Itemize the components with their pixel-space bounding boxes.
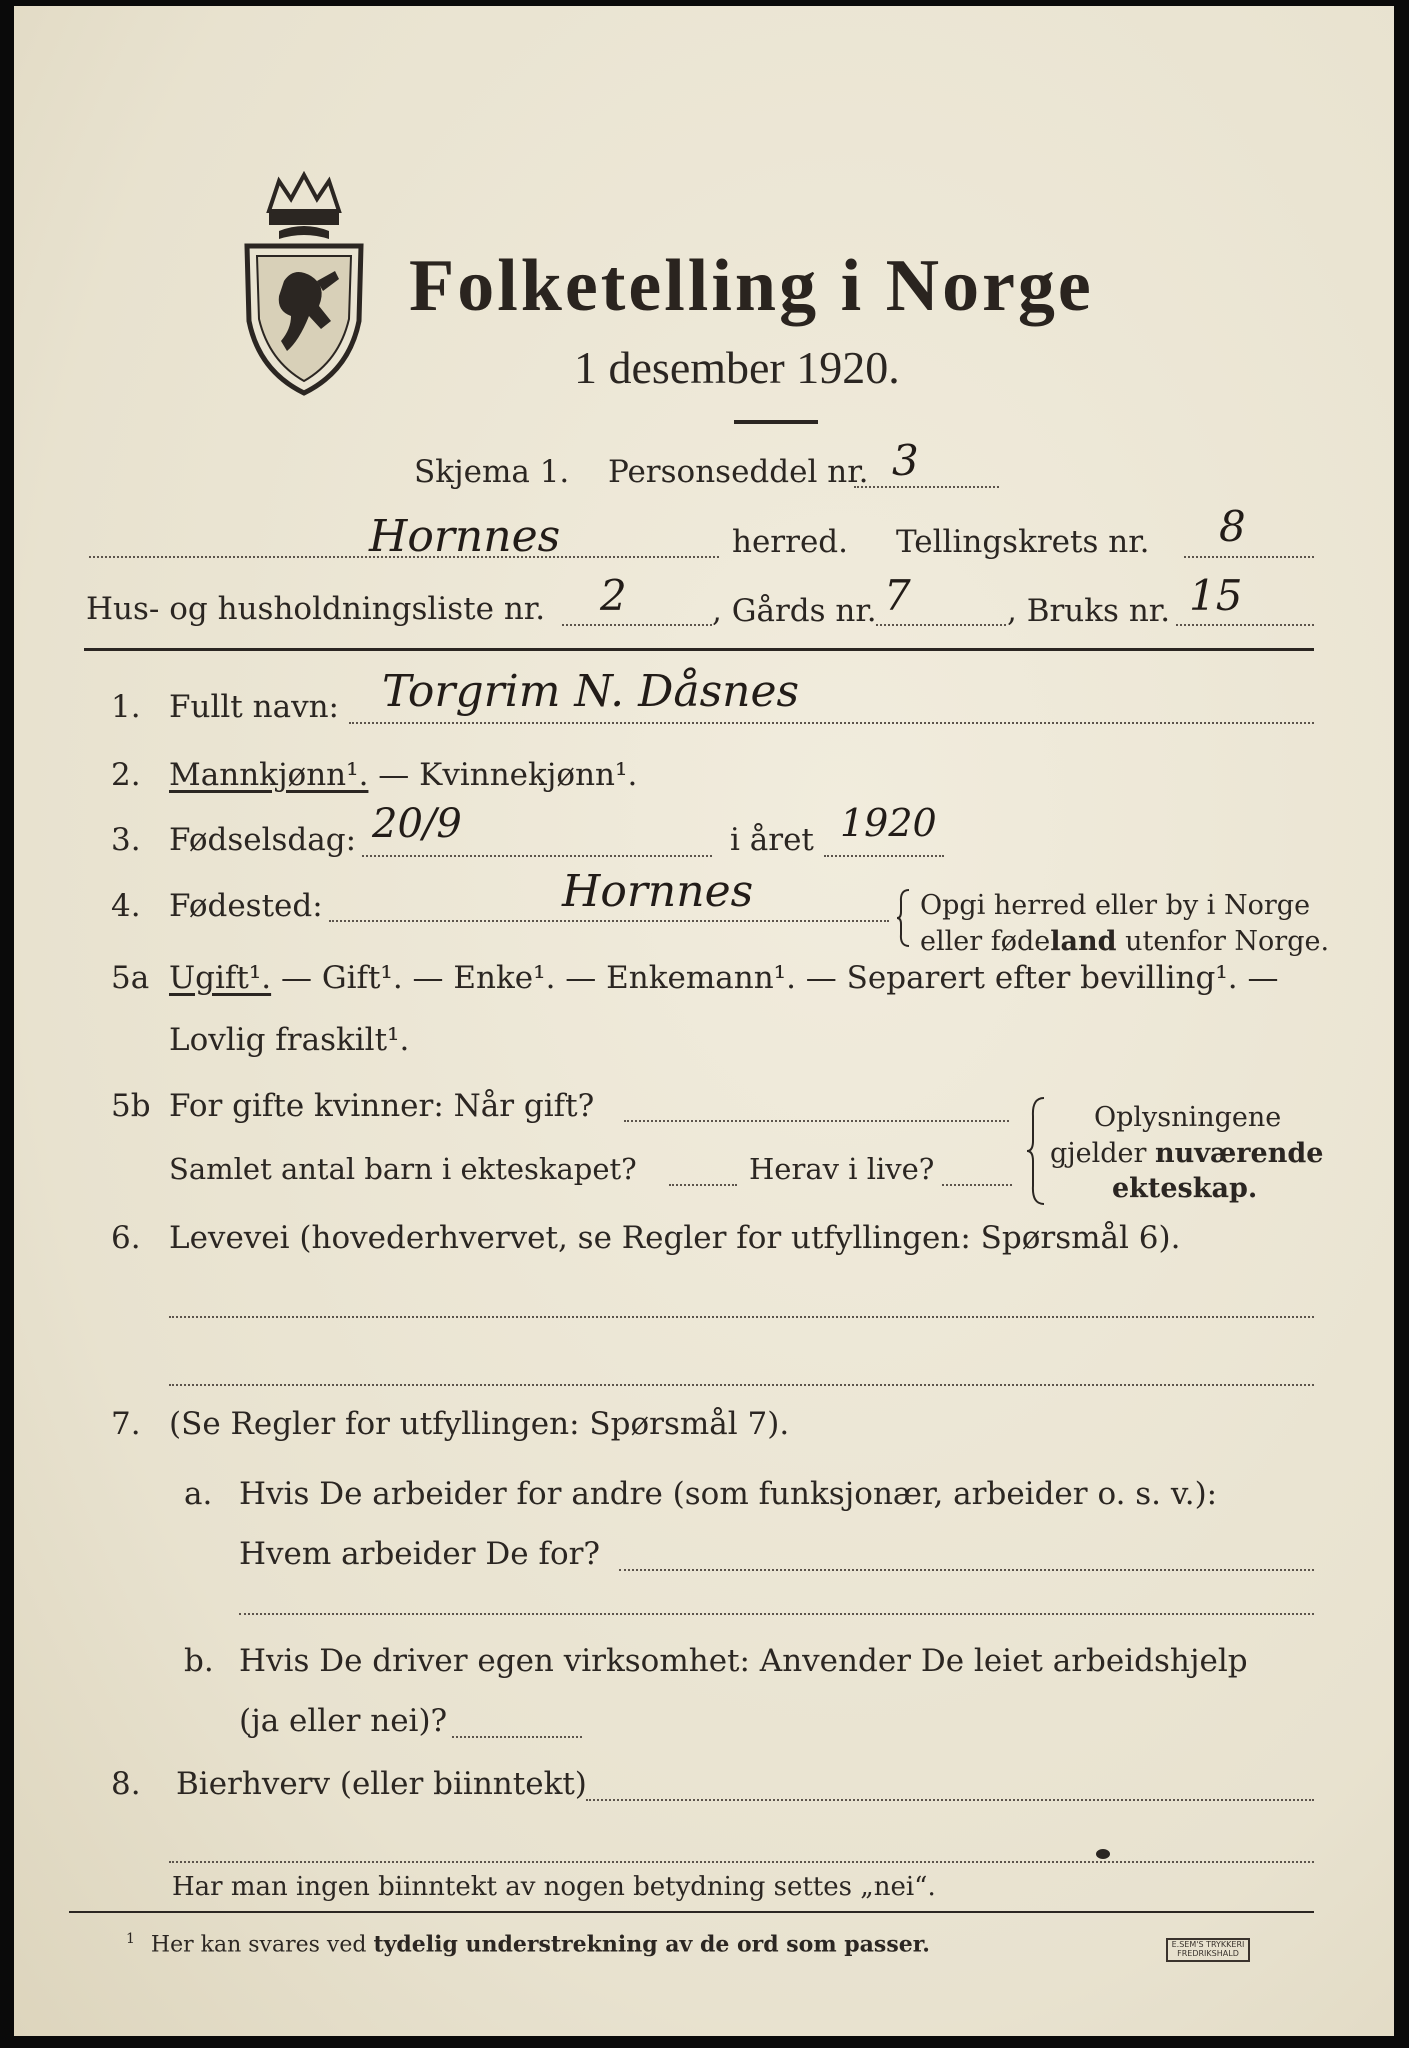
ink-blot-icon xyxy=(1096,1849,1110,1859)
q6-number: 6. xyxy=(111,1220,141,1256)
form-title: Folketelling i Norge xyxy=(409,245,1094,327)
q8-number: 8. xyxy=(111,1766,141,1802)
q4-note-line1: Opgi herred eller by i Norge xyxy=(920,890,1311,921)
herred-label: herred. xyxy=(732,524,848,560)
q8-line2 xyxy=(169,1861,1314,1863)
q7b-line xyxy=(452,1736,582,1738)
q6-line1 xyxy=(169,1316,1314,1318)
q8-label: Bierhverv (eller biinntekt) xyxy=(176,1766,587,1802)
q5b-line2 xyxy=(669,1184,737,1186)
census-form-sheet xyxy=(14,6,1394,2036)
q5b-note1: Oplysningene xyxy=(1094,1102,1282,1133)
q7a-text: Hvis De arbeider for andre (som funksjonær, arbeider o. s. v.): xyxy=(239,1476,1218,1512)
q2-separator: — xyxy=(368,757,420,793)
q3-year-label: i året xyxy=(730,822,814,858)
q7-number: 7. xyxy=(111,1406,141,1442)
q4-brace-icon xyxy=(896,888,912,948)
census-date: 1 desember 1920. xyxy=(574,342,900,393)
footnote xyxy=(126,1931,930,1957)
q2-kvinne-option: Kvinnekjønn¹. xyxy=(419,757,638,793)
hus-value: 2 xyxy=(600,571,627,620)
hus-label: Hus- og husholdningsliste nr. xyxy=(86,591,546,627)
q7-label: (Se Regler for utfyllingen: Spørsmål 7). xyxy=(169,1406,790,1442)
q7b-text: Hvis De driver egen virksomhet: Anvender De leiet arbeidshjelp xyxy=(239,1643,1248,1679)
q3-value: 20/9 xyxy=(372,801,462,847)
q3-year-line xyxy=(824,855,944,857)
q4-note-bold: land xyxy=(1050,926,1117,957)
printer-stamp: E.SEM'S TRYKKERI FREDRIKSHALD xyxy=(1166,1938,1250,1962)
q7a-line2 xyxy=(239,1613,1314,1615)
q2-mann-option: Mannkjønn¹. xyxy=(169,757,369,793)
q3-label: Fødselsdag: xyxy=(169,822,357,858)
hus-line xyxy=(562,624,712,626)
q5a-line2: Lovlig fraskilt¹. xyxy=(169,1022,410,1058)
q1-label: Fullt navn: xyxy=(169,689,339,725)
q5b-line3 xyxy=(942,1184,1012,1186)
q4-note-pre: eller føde xyxy=(920,926,1051,957)
q2-row xyxy=(169,757,637,793)
bruks-line xyxy=(1176,624,1314,626)
q5b-brace-icon xyxy=(1026,1096,1048,1206)
personseddel-line xyxy=(854,486,999,488)
footnote-mark: 1 xyxy=(126,1931,135,1947)
q5b-label1: For gifte kvinner: Når gift? xyxy=(169,1088,595,1124)
title-divider xyxy=(734,420,818,424)
q5b-line1 xyxy=(624,1120,1009,1122)
q4-value: Hornnes xyxy=(562,866,754,917)
bruks-value: 15 xyxy=(1189,571,1243,620)
q1-line xyxy=(349,722,1314,724)
skjema-label: Skjema 1. xyxy=(414,454,570,490)
gards-line xyxy=(876,624,1006,626)
q6-label: Levevei (hovederhvervet, se Regler for utfyllingen: Spørsmål 6). xyxy=(169,1220,1181,1256)
q7a-question: Hvem arbeider De for? xyxy=(239,1536,601,1572)
q8-line1 xyxy=(586,1799,1314,1801)
footnote-pre: Her kan svares ved xyxy=(150,1932,374,1958)
q5a-row xyxy=(169,960,1278,996)
q8-note: Har man ingen biinntekt av nogen betydning settes „nei“. xyxy=(172,1872,936,1902)
q7a-line1 xyxy=(619,1569,1314,1571)
q5b-label2: Samlet antal barn i ekteskapet? xyxy=(169,1152,637,1186)
tellingskrets-line xyxy=(1184,556,1314,558)
q7b-letter: b. xyxy=(184,1643,214,1679)
gards-label: , Gårds nr. xyxy=(712,593,877,629)
q5b-note2-bold: nuværende xyxy=(1155,1138,1324,1169)
q3-number: 3. xyxy=(111,822,141,858)
q5b-number: 5b xyxy=(111,1088,151,1124)
q4-note-line2 xyxy=(920,926,1329,957)
header-rule xyxy=(84,648,1314,651)
q2-number: 2. xyxy=(111,757,141,793)
q3-year-value: 1920 xyxy=(840,801,937,845)
bruks-label: , Bruks nr. xyxy=(1007,593,1171,629)
tellingskrets-label: Tellingskrets nr. xyxy=(896,524,1150,560)
q5a-ugift-option: Ugift¹. xyxy=(169,960,272,996)
q4-number: 4. xyxy=(111,888,141,924)
q7a-letter: a. xyxy=(184,1476,213,1512)
q5b-note2 xyxy=(1050,1138,1323,1169)
personseddel-value: 3 xyxy=(892,436,919,485)
q1-number: 1. xyxy=(111,689,141,725)
q6-line2 xyxy=(169,1384,1314,1386)
q4-line xyxy=(329,920,889,922)
q3-line xyxy=(362,855,712,857)
herred-value: Hornnes xyxy=(369,511,561,562)
gards-value: 7 xyxy=(884,571,911,620)
q5b-label3: Herav i live? xyxy=(749,1152,935,1186)
q7b-question: (ja eller nei)? xyxy=(239,1703,448,1739)
q5a-other-options: — Gift¹. — Enke¹. — Enkemann¹. — Separert efter bevilling¹. — xyxy=(271,960,1279,996)
q4-label: Fødested: xyxy=(169,888,323,924)
tellingskrets-value: 8 xyxy=(1219,502,1246,551)
footnote-bold: tydelig understrekning av de ord som passer. xyxy=(373,1931,930,1958)
q1-value: Torgrim N. Dåsnes xyxy=(382,666,800,717)
coat-of-arms-icon xyxy=(239,171,369,396)
personseddel-label: Personseddel nr. xyxy=(608,454,869,490)
q5b-note3: ekteskap. xyxy=(1112,1173,1258,1204)
q4-note-post: utenfor Norge. xyxy=(1116,926,1330,957)
footnote-rule xyxy=(69,1911,1314,1913)
q5b-note2-pre: gjelder xyxy=(1050,1138,1156,1169)
q5a-number: 5a xyxy=(111,960,150,996)
